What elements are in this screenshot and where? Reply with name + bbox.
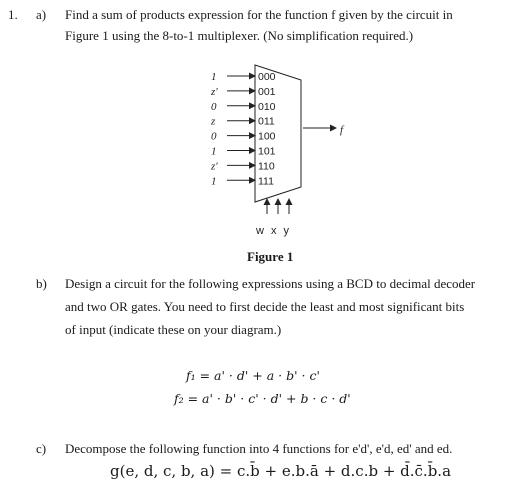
figure-caption: Figure 1: [247, 249, 294, 264]
mux-select-code: 010: [258, 100, 276, 113]
mux-input-value: z': [211, 85, 218, 98]
mux-input-value: 1: [211, 175, 217, 188]
mux-input-value: 0: [211, 130, 217, 143]
mux-input-value: z: [211, 115, 216, 128]
equation-f2: f₂ = a' · b' · c' · d' + b · c · d': [174, 391, 351, 406]
part-b-line-1: Design a circuit for the following expressions using a BCD to decimal decoder: [65, 276, 476, 291]
mux-select-code: 011: [258, 115, 275, 128]
mux-select-code: 111: [258, 175, 274, 188]
mux-select-code: 100: [258, 130, 276, 143]
mux-select-code: 101: [258, 145, 276, 158]
part-a-line-1: Find a sum of products expression for the function f given by the circuit in: [65, 7, 453, 22]
equation-f1: f₁ = a' · d' + a · b' · c': [186, 368, 320, 383]
part-b-label: b): [36, 276, 47, 291]
mux-select-code: 000: [258, 71, 276, 83]
mux-select-code: 001: [258, 85, 276, 98]
mux-input-value: z': [211, 160, 218, 173]
part-a-label: a): [36, 7, 47, 22]
mux-select-code: 110: [258, 160, 275, 173]
mux-input-value: 1: [211, 145, 217, 158]
part-b-line-2: and two OR gates. You need to first decide the least and most significant bits: [65, 299, 465, 314]
problem-number: 1.: [8, 7, 18, 22]
part-c-label: c): [36, 441, 47, 456]
mux-input-value: 0: [211, 100, 217, 113]
equation-g: g(e, d, c, b, a) = c.b̄ + e.b.ā + d.c.b + d̄.c̄.b̄.a: [110, 462, 452, 480]
part-a-line-2: Figure 1 using the 8-to-1 multiplexer. (No simplification required.): [65, 28, 414, 43]
select-labels: w x y: [256, 225, 292, 237]
part-b-line-3: of input (indicate these on your diagram.): [65, 322, 282, 337]
mux-input-value: 1: [211, 71, 217, 83]
output-label: f: [340, 124, 344, 136]
part-c-line-1: Decompose the following function into 4 functions for e'd', e'd, ed' and ed.: [65, 441, 453, 456]
